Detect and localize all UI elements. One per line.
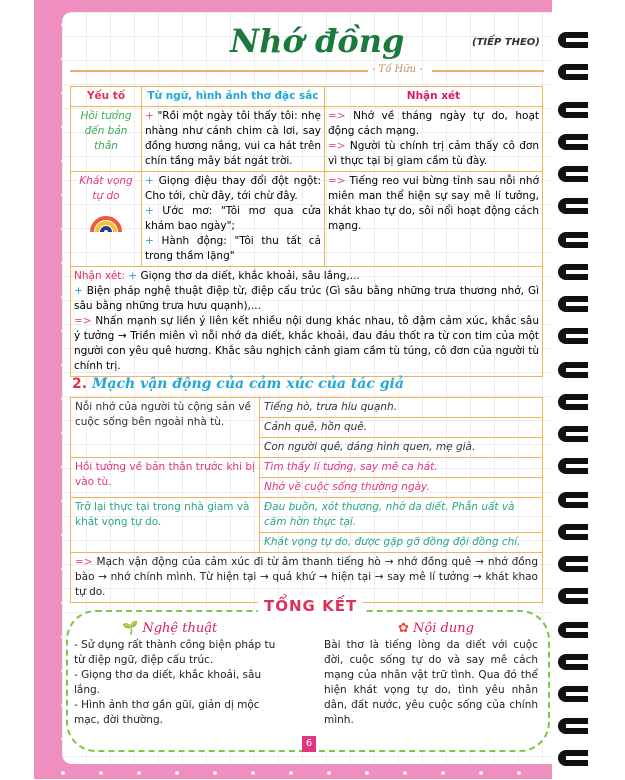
group-label: Trở lại thực tại trong nhà giam và khát vọng tự do. — [71, 498, 260, 553]
binding-ring — [556, 326, 596, 348]
summary-title: TỔNG KẾT — [258, 597, 363, 615]
column-header: Yếu tố — [71, 87, 142, 107]
section-heading: 2. Mạch vận động của cảm xúc của tác giả — [72, 376, 404, 392]
table-conclusion-row — [71, 553, 543, 603]
table-row — [71, 107, 543, 172]
group-label: Hồi tưởng về bản thân trước khi bị vào tù. — [71, 458, 260, 498]
binding-ring — [556, 30, 596, 52]
group-item: Nhớ về cuộc sống thường ngày. — [260, 478, 543, 498]
rainbow-icon — [89, 212, 123, 232]
table-row — [71, 398, 543, 418]
continued-label: (TIẾP THEO) — [472, 37, 540, 48]
spiral-binding — [556, 20, 596, 780]
factor-cell: Khát vọng tự do — [71, 172, 142, 267]
note-cell: Nhận xét: + Giọng thơ da diết, khắc khoải, sâu lắng,... + Biện pháp nghệ thuật điệp từ, điệp cấu trúc (Gì sâu bằng những trưa thương nhớ, Gì sâu bằng những trưa hưu quạnh),... => Nhấn mạnh sự liền ý liên kết nhiều nội dung khác nhau, tô đậm cảm xúc, khắc sâu ý tưởng → Triền miên vì nỗi nhớ da diết, khắc khoải, đau đáu thốt ra từ con tim của một người con yêu quê hương. Khắc sâu nghịch cảnh giam cầm tù túng, cô đơn của người tù chính trị. — [71, 267, 543, 377]
binding-ring — [556, 490, 596, 512]
group-item: Con người quê, dáng hình quen, mẹ già. — [260, 438, 543, 458]
column-header: Từ ngữ, hình ảnh thơ đặc sắc — [142, 87, 325, 107]
binding-ring — [556, 684, 596, 706]
binding-ring — [556, 554, 596, 576]
binding-ring — [556, 164, 596, 186]
content-column: Bài thơ là tiếng lòng da diết với cuộc đời, cuộc sống tự do và say mê cách mạng của nhân vật trữ tình. Qua đó thể hiện khát vọng tự do, tình yêu nhân dân, đất nước, yêu cuộc sống của chính mình. — [324, 639, 538, 726]
group-item: Cảnh quê, hồn quê. — [260, 418, 543, 438]
conclusion-cell: => Mạch vận động của cảm xúc đi từ âm thanh tiếng hò → nhớ đồng quê → nhớ đồng bào → nhớ chính mình. Từ hiện tại → quá khứ → hiện tại → say mê lí tưởng → khát khao tự do. — [71, 553, 543, 603]
page-number: 6 — [302, 736, 316, 752]
binding-ring — [556, 392, 596, 414]
table-note-row — [71, 267, 543, 377]
art-line: - Giọng thơ da diết, khắc khoải, sâu lắng. — [74, 669, 262, 696]
table-row — [71, 458, 543, 478]
group-item: Đau buồn, xót thương, nhớ da diết. Phẫn uất và căm hờn thực tại. — [260, 498, 543, 533]
binding-ring — [556, 196, 596, 218]
binding-ring — [556, 652, 596, 674]
binding-ring — [556, 262, 596, 284]
binding-ring — [556, 100, 596, 122]
content-heading: ✿ Nội dung — [398, 621, 474, 636]
binding-ring — [556, 456, 596, 478]
binding-ring — [556, 424, 596, 446]
title-divider — [432, 70, 544, 72]
group-item: Tiếng hò, trưa hiu quạnh. — [260, 398, 543, 418]
column-header: Nhận xét — [325, 87, 543, 107]
table-row — [71, 172, 543, 267]
analysis-table — [70, 86, 543, 377]
flower-icon: ✿ — [398, 621, 409, 636]
binding-ring — [556, 716, 596, 738]
binding-ring — [556, 132, 596, 154]
author-label: - Tố Hữu - — [372, 64, 423, 75]
comment-cell: => Tiếng reo vui bừng tỉnh sau nỗi nhớ miên man thể hiện sự say mê lí tưởng, khát khao tự do, sôi nổi hoạt động cách mạng. — [325, 172, 543, 267]
words-cell: + "Rồi một ngày tôi thấy tôi: nhẹ nhàng như cánh chim cà lơi, say đồng hương nắng, vui ca hát trên chín tầng mây bát ngát trời. — [142, 107, 325, 172]
factor-cell: Hồi tưởng đến bản thân — [71, 107, 142, 172]
binding-ring — [556, 62, 596, 84]
art-heading: 🌱 Nghệ thuật — [122, 621, 218, 636]
binding-ring — [556, 748, 596, 770]
binding-ring — [556, 294, 596, 316]
group-item: Tìm thấy lí tưởng, say mê ca hát. — [260, 458, 543, 478]
art-line: - Sử dụng rất thành công biện pháp tu từ điệp ngữ, điệp cấu trúc. — [74, 639, 276, 666]
group-item: Khát vọng tự do, được gặp gỡ đồng đội đồng chí. — [260, 533, 543, 553]
binding-ring — [556, 586, 596, 608]
table-header-row — [71, 87, 543, 107]
comment-cell: => Nhớ về tháng ngày tự do, hoạt động cách mạng. => Người tù chính trị cảm thấy cô đơn vì thực tại bị giam cầm tù đày. — [325, 107, 543, 172]
art-line: - Hình ảnh thơ gần gũi, giản dị mộc mạc, đời thường. — [74, 699, 260, 726]
words-cell: + Giọng điệu thay đổi đột ngột: Cho tới, chừ đây, tới chừ đây. + Ước mơ: "Tôi mơ qua cửa khám bao ngày"; + Hành động: "Tôi thu tất cả trong thầm lặng" — [142, 172, 325, 267]
sprout-icon: 🌱 — [122, 621, 139, 636]
group-label: Nỗi nhớ của người tù cộng sản về cuộc sống bên ngoài nhà tù. — [71, 398, 260, 458]
table-row — [71, 498, 543, 533]
binding-ring — [556, 230, 596, 252]
binding-ring — [556, 360, 596, 382]
binding-ring — [556, 620, 596, 642]
title-divider — [70, 70, 368, 72]
emotion-flow-table — [70, 397, 543, 603]
binding-ring — [556, 522, 596, 544]
page-title: Nhớ đồng — [230, 22, 405, 60]
art-column — [74, 638, 284, 728]
